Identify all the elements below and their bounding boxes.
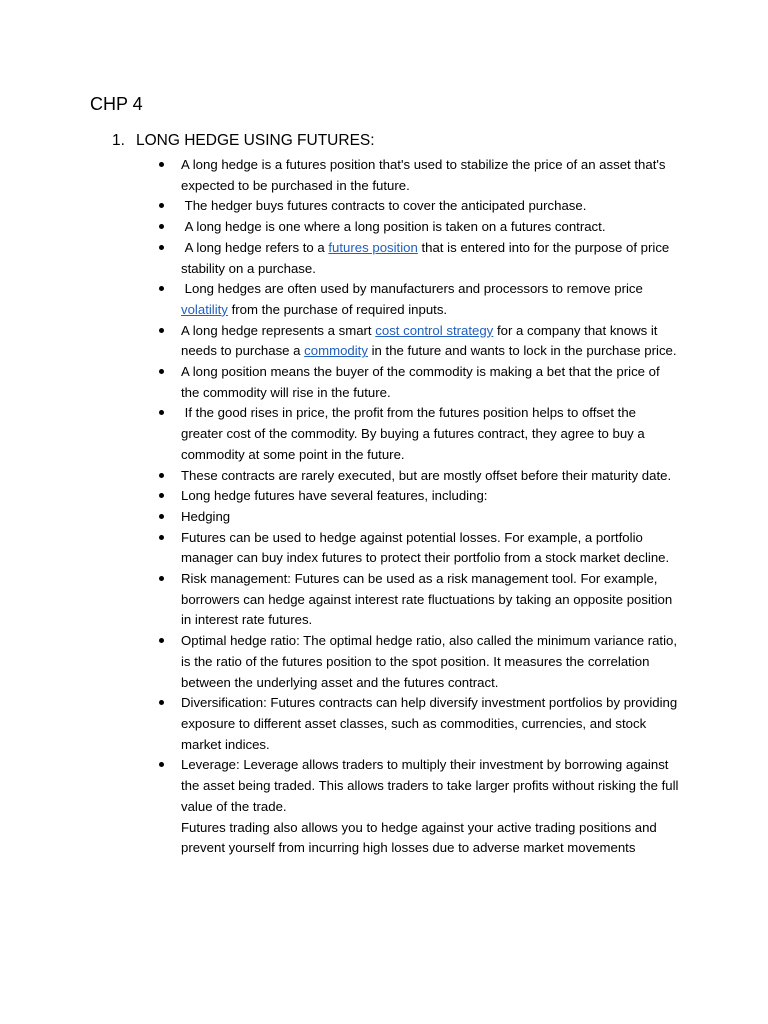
list-item [181, 217, 681, 238]
bullet-text-after: from the purchase of required inputs. [227, 301, 448, 317]
bullet-text: Futures can be used to hedge against potential losses. For example, a portfolio manager can buy index futures to protect their portfolio from a stock market decline. [181, 529, 670, 566]
section-heading [112, 132, 375, 150]
bullet-text: Diversification: Futures contracts can help diversify investment portfolios by providing exposure to different asset classes, such as commodities, currencies, and stock market indices. [181, 695, 678, 752]
list-item [181, 631, 681, 693]
bullet-text: These contracts are rarely executed, but are mostly offset before their maturity date. [181, 467, 672, 483]
bullet-icon [159, 245, 164, 250]
bullet-icon [159, 514, 164, 519]
commodity-link[interactable]: commodity [304, 343, 368, 359]
chapter-title: CHP 4 [90, 94, 143, 114]
trailing-paragraph: Futures trading also allows you to hedge against your active trading positions and prevent yourself from incurring high losses due to adverse market movements [181, 819, 657, 856]
bullet-text-before: Long hedges are often used by manufacturers and processors to remove price [181, 281, 647, 297]
volatility-link[interactable]: volatility [181, 301, 228, 317]
list-item [181, 279, 681, 320]
bullet-text-before: A long hedge represents a smart [181, 322, 376, 338]
futures-position-link[interactable]: futures position [328, 239, 418, 255]
list-item [181, 155, 681, 196]
list-item [181, 466, 681, 487]
bullet-icon [159, 638, 164, 643]
bullet-icon [159, 493, 164, 498]
list-item [181, 362, 681, 403]
bullet-text-before: A long hedge refers to a [181, 239, 329, 255]
bullet-text: Hedging [181, 508, 231, 524]
list-item [181, 755, 681, 859]
bullet-text: Leverage: Leverage allows traders to multiply their investment by borrowing against the asset being traded. This allows traders to take larger profits without risking the full value of the trade. [181, 757, 679, 814]
list-item [181, 486, 681, 507]
list-item [181, 507, 681, 528]
bullet-icon [159, 328, 164, 333]
bullet-icon [159, 473, 164, 478]
bullet-text-middle: for a company that knows it needs to purchase a [181, 322, 658, 359]
bullet-text-after: that is entered into for the purpose of price stability on a purchase. [181, 239, 670, 276]
bullet-icon [159, 410, 164, 415]
bullet-icon [159, 535, 164, 540]
bullet-text: A long hedge is a futures position that's used to stabilize the price of an asset that's expected to be purchased in the future. [181, 157, 666, 193]
bullet-text: Long hedge futures have several features, including: [181, 488, 488, 504]
list-item [181, 693, 681, 755]
list-item [181, 528, 681, 569]
section-number: 1. [112, 132, 125, 149]
bullet-text: A long position means the buyer of the commodity is making a bet that the price of the commodity will rise in the future. [181, 364, 660, 400]
bullet-text: A long hedge is one where a long position is taken on a futures contract. [181, 219, 606, 235]
list-item [181, 238, 681, 279]
bullet-text: The hedger buys futures contracts to cover the anticipated purchase. [181, 198, 587, 214]
bullet-icon [159, 224, 164, 229]
bullet-icon [159, 576, 164, 581]
bullet-text-after: in the future and wants to lock in the purchase price. [367, 343, 677, 359]
bullet-icon [159, 700, 164, 705]
bullet-icon [159, 286, 164, 291]
bullet-icon [159, 162, 164, 167]
bullet-text: Optimal hedge ratio: The optimal hedge ratio, also called the minimum variance ratio, is the ratio of the futures position to the spot position. It measures the correlation between the underlying asset and the futures contract. [181, 633, 678, 690]
cost-control-strategy-link[interactable]: cost control strategy [375, 322, 494, 338]
bullet-text: If the good rises in price, the profit from the futures position helps to offset the greater cost of the commodity. By buying a futures contract, they agree to buy a commodity at some point in the future. [181, 405, 649, 462]
bullet-text: Risk management: Futures can be used as a risk management tool. For example, borrowers can hedge against interest rate fluctuations by taking an opposite position in interest rate futures. [181, 571, 673, 628]
list-item [181, 321, 681, 362]
bullet-icon [159, 369, 164, 374]
bullet-icon [159, 203, 164, 208]
list-item [181, 569, 681, 631]
bullet-list [181, 155, 681, 859]
bullet-icon [159, 762, 164, 767]
list-item [181, 196, 681, 217]
list-item [181, 403, 681, 465]
section-heading-text: LONG HEDGE USING FUTURES: [136, 132, 375, 149]
